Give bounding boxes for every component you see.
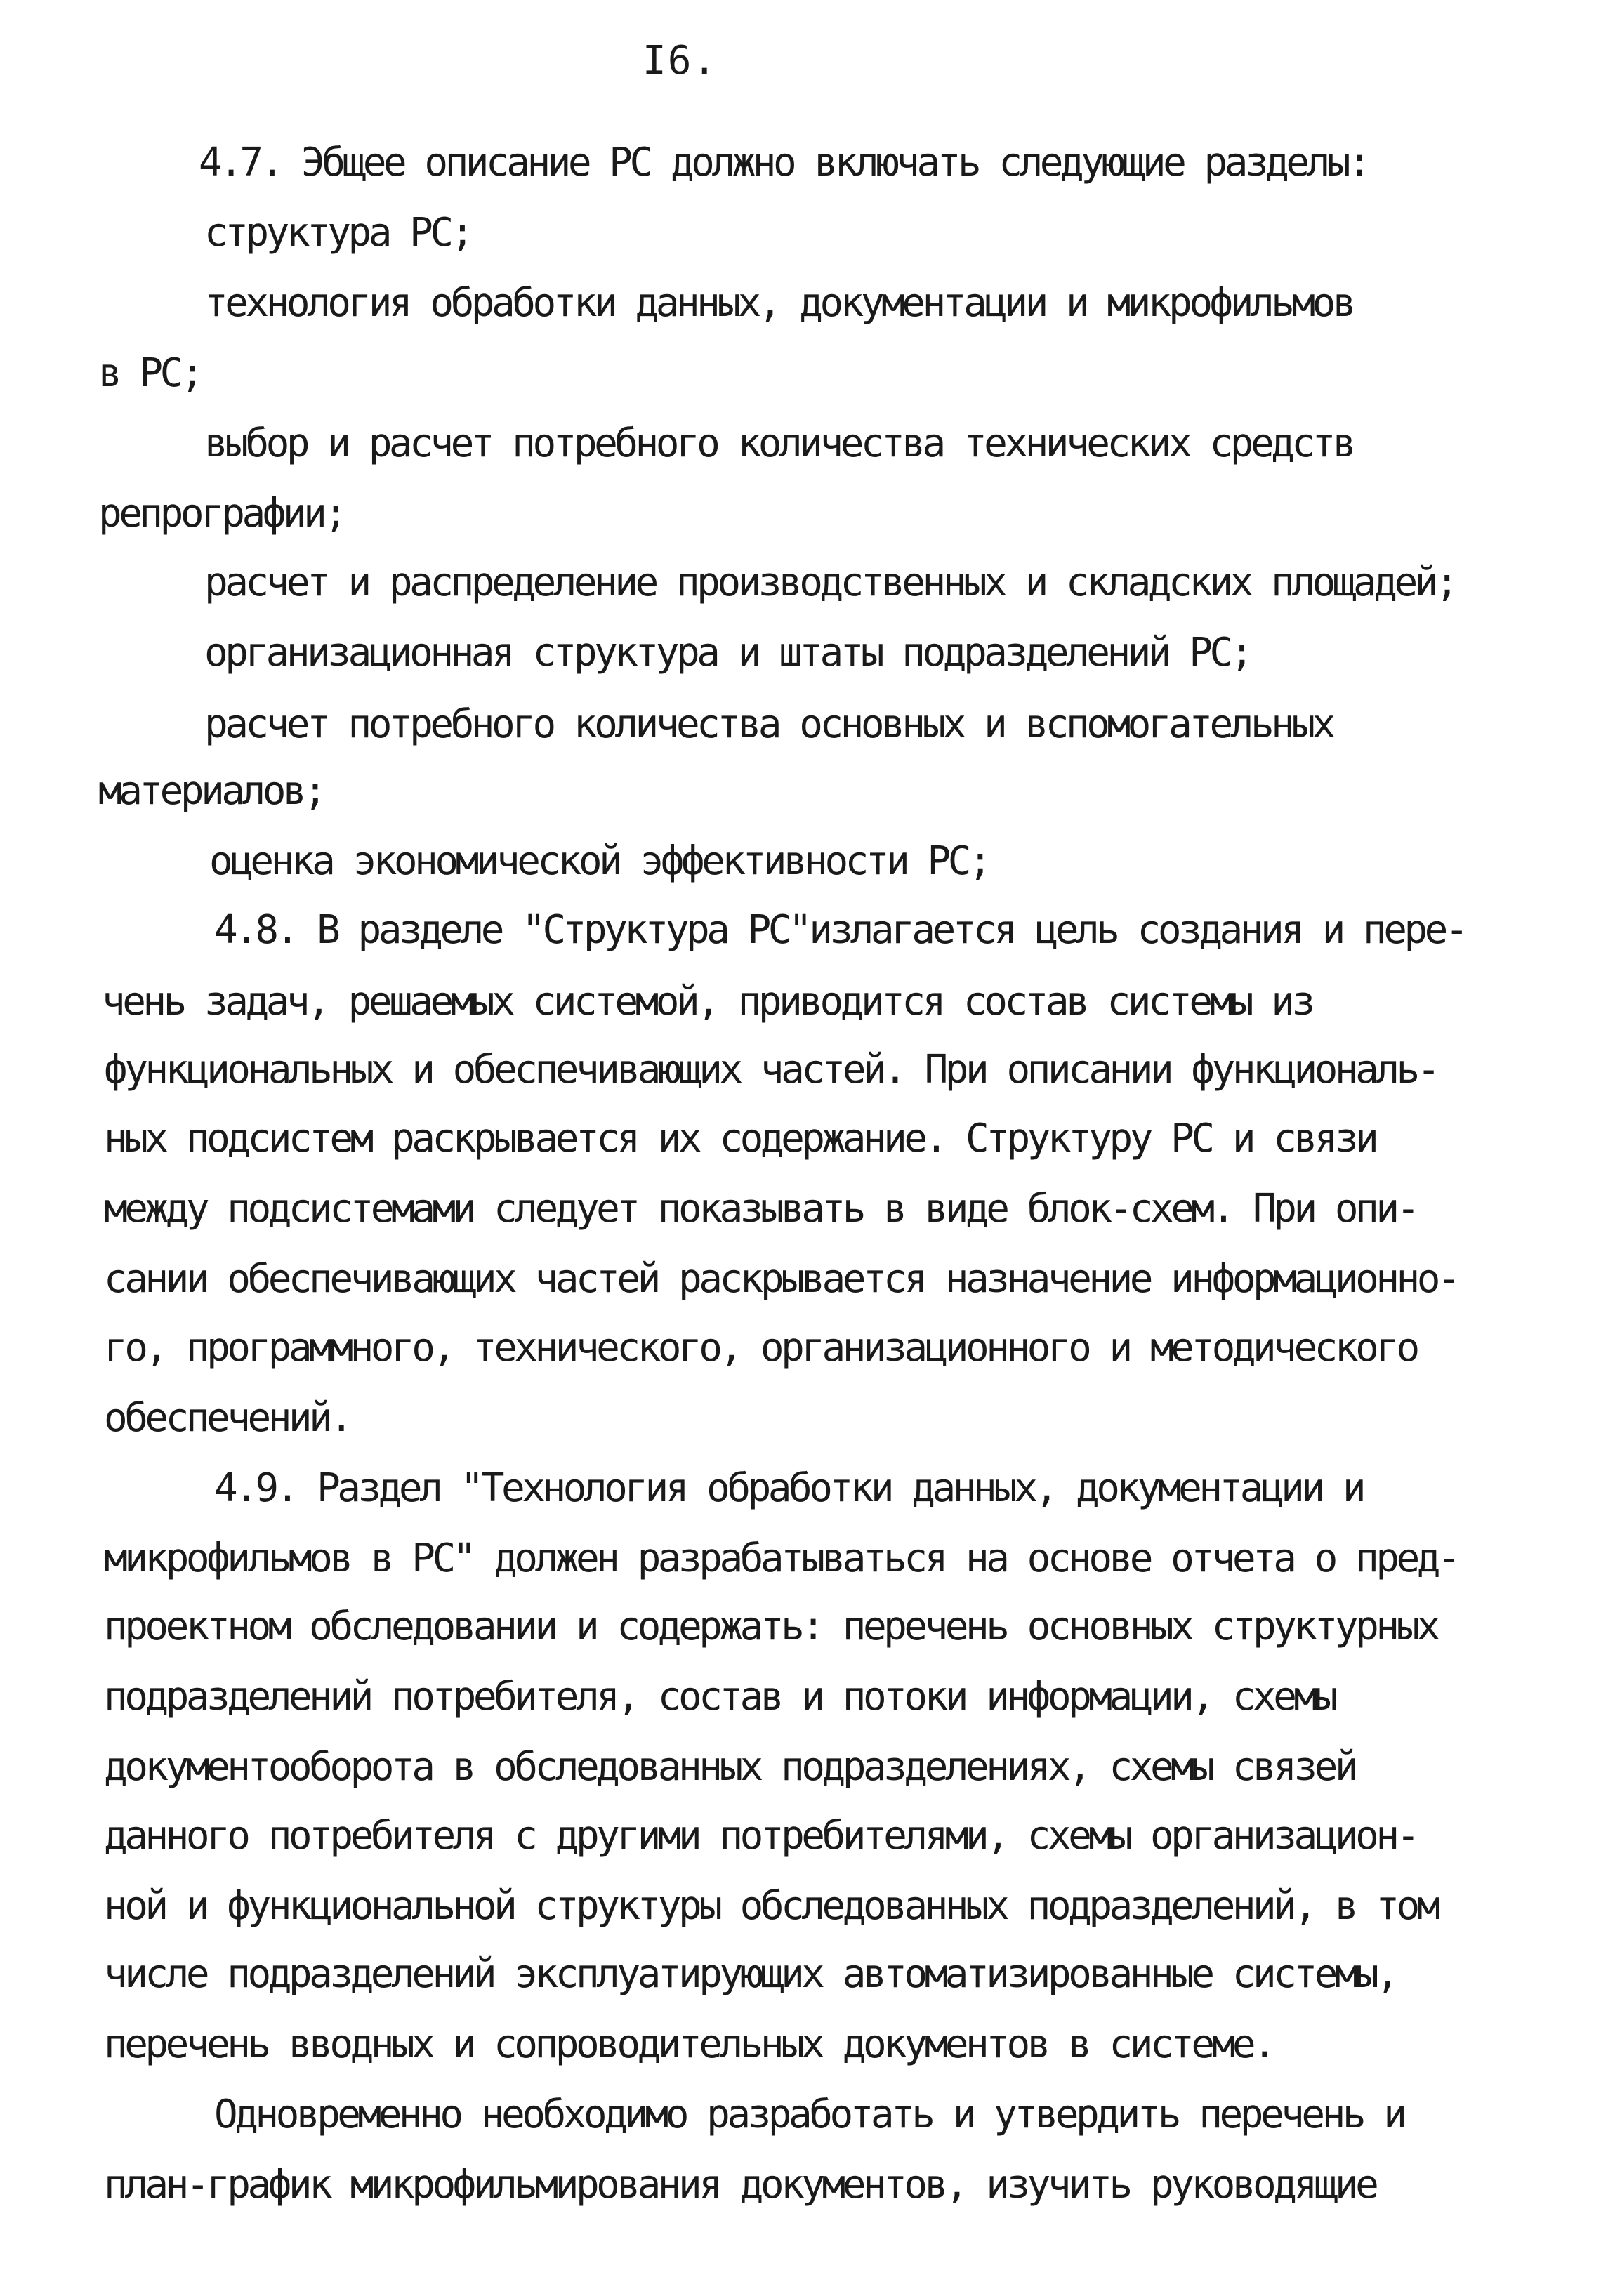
text-line: данного потребителя с другими потребителями, схемы организацион- [104,1813,1417,1859]
page-number: I6. [643,38,718,84]
text-line: сании обеспечивающих частей раскрывается назначение информационно- [104,1256,1458,1302]
text-line: 4.9. Раздел "Технология обработки данных, документации и [214,1465,1364,1511]
text-line: организационная структура и штаты подразделений РС; [204,630,1251,675]
text-line: ной и функциональной структуры обследованных подразделений, в том [104,1883,1437,1929]
text-line: проектном обследовании и содержать: перечень основных структурных [104,1604,1437,1649]
text-line: расчет и распределение производственных и складских площадей; [204,560,1456,605]
text-line: между подсистемами следует показывать в виде блок-схем. При опи- [104,1186,1417,1232]
text-line: структура РС; [204,210,471,256]
text-line: выбор и расчет потребного количества технических средств [204,421,1354,466]
text-line: в РС; [98,350,202,396]
text-line: документооборота в обследованных подразделениях, схемы связей [104,1744,1356,1790]
text-line: технология обработки данных, документации и микрофильмов [204,280,1354,326]
text-line: числе подразделений эксплуатирующих автоматизированные системы, [104,1951,1397,1997]
text-line: 4.7. Эбщее описание РС должно включать следующие разделы: [199,140,1369,185]
text-line: Одновременно необходимо разработать и утвердить перечень и [214,2092,1404,2137]
text-line: оценка экономической эффективности РС; [209,838,989,884]
text-line: расчет потребного количества основных и вспомогательных [204,701,1333,747]
text-line: перечень вводных и сопроводительных документов в системе. [104,2021,1274,2067]
text-line: 4.8. В разделе "Структура РС"излагается цель создания и пере- [214,907,1466,953]
text-line: обеспечений. [104,1395,350,1441]
text-line: функциональных и обеспечивающих частей. При описании функциональ- [104,1047,1437,1093]
text-line: ных подсистем раскрывается их содержание. Структуру РС и связи [104,1116,1376,1161]
text-line: план-график микрофильмирования документов, изучить руководящие [104,2162,1376,2208]
text-line: го, программного, технического, организационного и методического [104,1325,1417,1371]
text-line: подразделений потребителя, состав и потоки информации, схемы [104,1674,1335,1720]
text-line: микрофильмов в РС" должен разрабатываться на основе отчета о пред- [104,1536,1458,1581]
text-line: материалов; [98,768,324,814]
text-line: чень задач, решаемых системой, приводится состав системы из [102,979,1312,1024]
text-line: репрографии; [98,491,345,536]
